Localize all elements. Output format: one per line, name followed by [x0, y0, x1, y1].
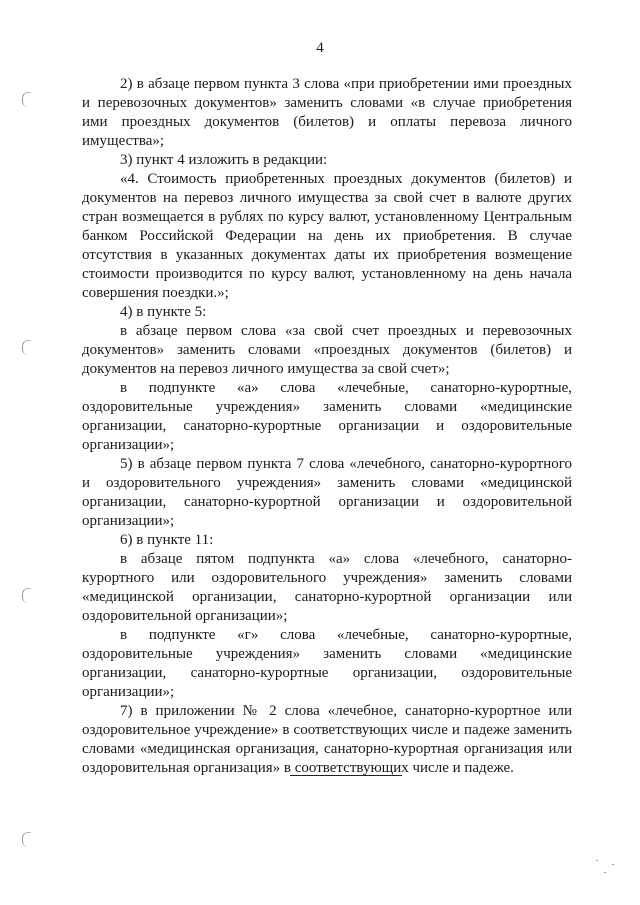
scan-punch-mark	[22, 340, 31, 355]
scan-punch-mark	[22, 588, 31, 603]
page-number: 4	[316, 40, 324, 56]
paragraph-punkt-5-abzac-1: в абзаце первом слова «за свой счет проездных и перевозочных документов» заменить словами «проездных документов (билетов) и документов на перевоз личного имущества за свой счет»;	[82, 323, 572, 377]
paragraph-punkt-11-podpunkt-a: в абзаце пятом подпункта «а» слова «лечебного, санаторно-курортного или оздоровительного учреждения» заменить словами «медицинской организации, санаторно-курортной организации или оздоровительной организации»;	[82, 551, 572, 624]
scan-dust-mark	[612, 864, 614, 865]
paragraph-item-4-heading: 4) в пункте 5:	[120, 304, 207, 320]
paragraph-item-6-heading: 6) в пункте 11:	[120, 532, 214, 548]
paragraph-item-7-prilozhenie-2: 7) в приложении № 2 слова «лечебное, санаторно-курортное или оздоровительное учреждение» в соответствующих числе и падеже заменить словами «медицинская организация, санаторно-курортная организация или оздоровительная организация» в соответствующих числе и падеже.	[82, 703, 572, 776]
paragraph-item-2-punkt-3: 2) в абзаце первом пункта 3 слова «при приобретении ими проездных и перевозочных документов» заменить словами «в случае приобретения ими проездных документов (билетов) и оплаты перевоза личного имущества»;	[82, 76, 572, 149]
scan-punch-mark	[22, 832, 31, 847]
paragraph-item-3-heading: 3) пункт 4 изложить в редакции:	[120, 152, 328, 168]
paragraph-punkt-4-new-text: «4. Стоимость приобретенных проездных документов (билетов) и документов на перевоз личного имущества за свой счет в валюте других стран возмещается в рублях по курсу валют, установленному Центральным банком Российской Федерации на день их приобретения. В случае отсутствия в указанных документах даты их приобретения возмещение стоимости производится по курсу валют, установленному на день начала совершения поездки.»;	[82, 171, 572, 301]
paragraph-punkt-5-podpunkt-a: в подпункте «а» слова «лечебные, санаторно-курортные, оздоровительные учреждения» заменить словами «медицинские организации, санаторно-курортные организации и оздоровительные организации»;	[82, 380, 572, 453]
document-body	[82, 75, 572, 778]
paragraph-punkt-11-podpunkt-g: в подпункте «г» слова «лечебные, санаторно-курортные, оздоровительные учреждения» заменить словами «медицинские организации, санаторно-курортные организации, оздоровительные организации»;	[82, 627, 572, 700]
end-separator-line	[290, 775, 402, 776]
scan-dust-mark	[596, 860, 598, 861]
scan-punch-mark	[22, 92, 31, 107]
paragraph-item-5-punkt-7: 5) в абзаце первом пункта 7 слова «лечебного, санаторно-курортного и оздоровительного учреждения» заменить словами «медицинской организации, санаторно-курортной организации и оздоровительной организации»;	[82, 456, 572, 529]
scan-dust-mark	[604, 872, 606, 873]
